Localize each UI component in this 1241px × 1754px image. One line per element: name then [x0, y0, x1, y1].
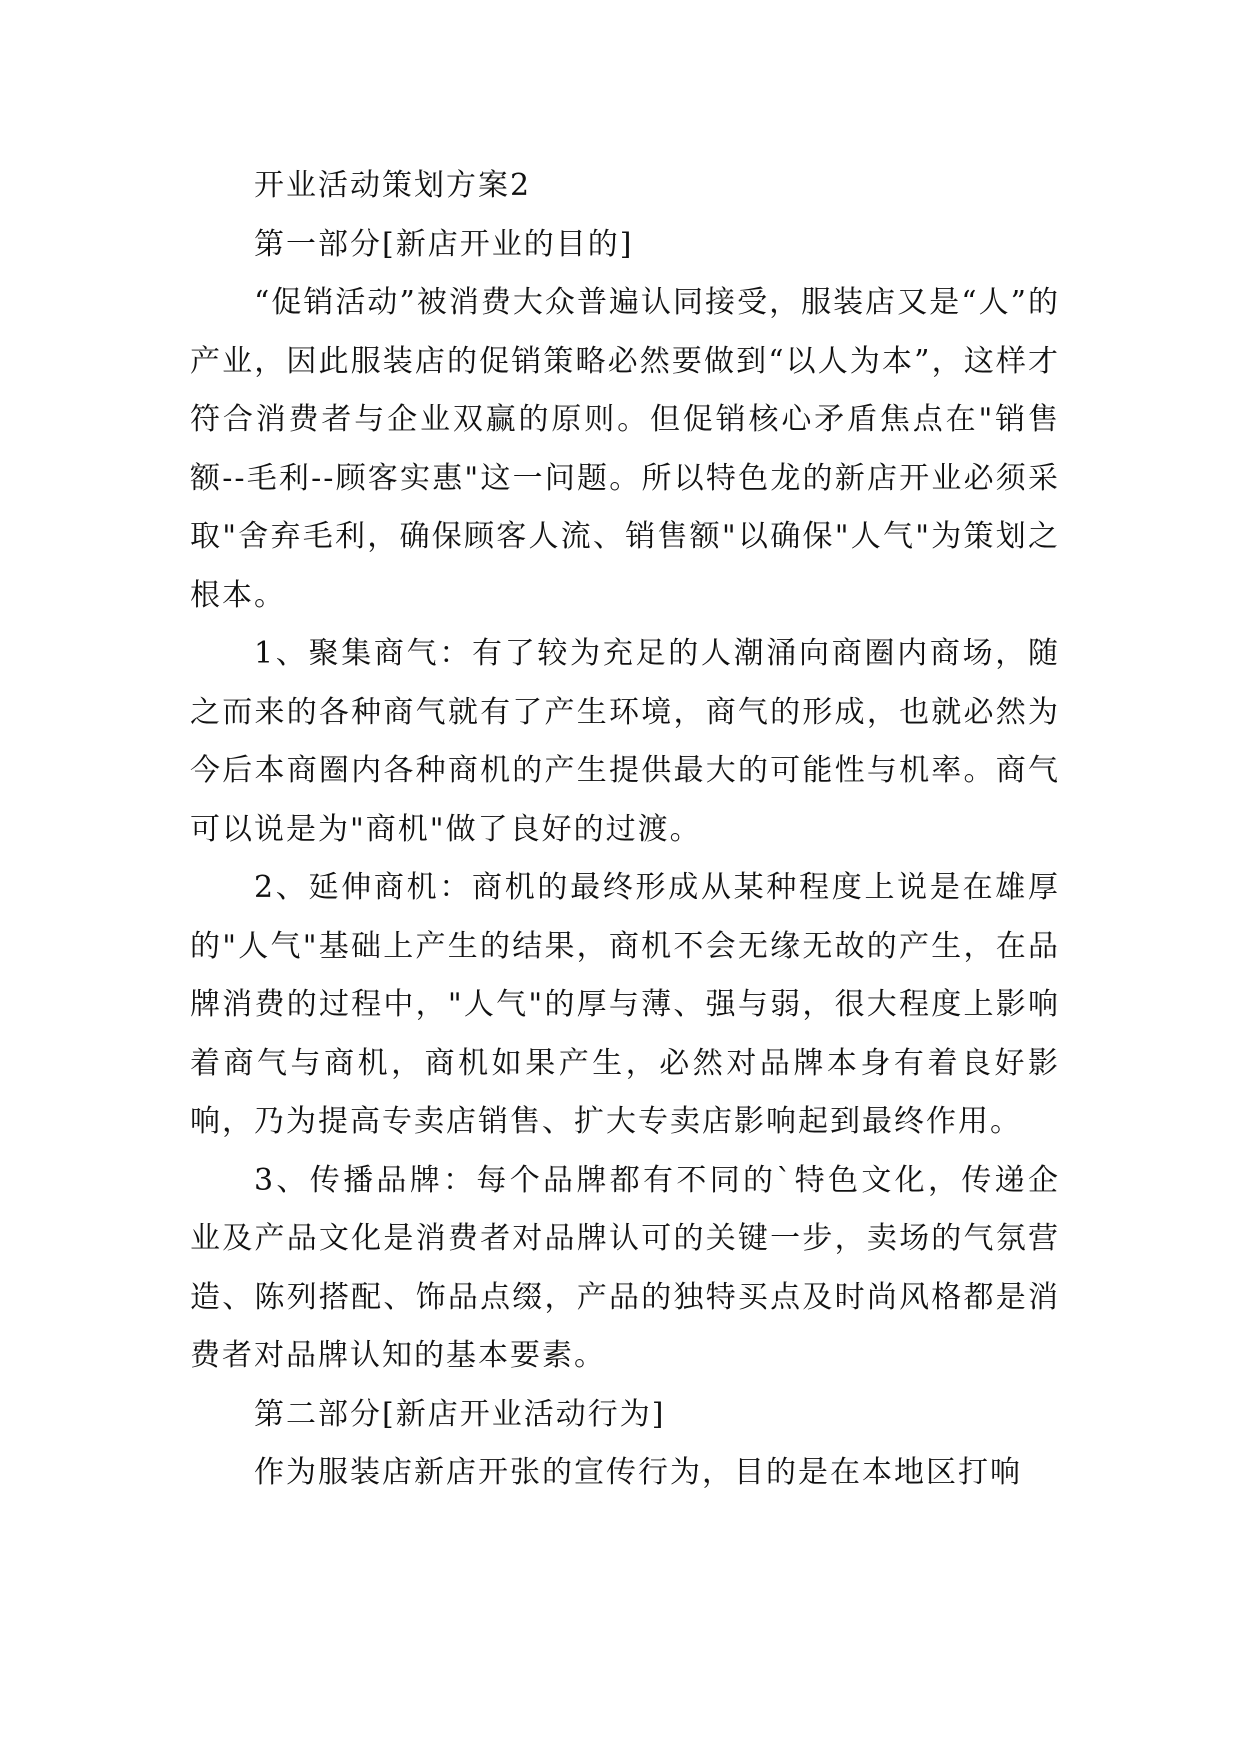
section-heading-part-two: 第二部分[新店开业活动行为] — [254, 1396, 666, 1432]
document-body — [190, 157, 1060, 1503]
paragraph-promotion-intro: “促销活动”被消费大众普遍认同接受，服装店又是“人”的产业，因此服装店的促销策略必然要做到“以人为本”，这样才符合消费者与企业双赢的原则。但促销核心矛盾焦点在"销售额--毛利--顾客实惠"这一问题。所以特色龙的新店开业必须采取"舍弃毛利，确保顾客人流、销售额"以确保"人气"为策划之根本。 — [190, 285, 1060, 613]
paragraph-spread-brand: 3、传播品牌：每个品牌都有不同的`特色文化，传递企业及产品文化是消费者对品牌认可的关键一步，卖场的气氛营造、陈列搭配、饰品点缀，产品的独特买点及时尚风格都是消费者对品牌认知的基本要素。 — [190, 1162, 1060, 1373]
paragraph-gather-business: 1、聚集商气：有了较为充足的人潮涌向商圈内商场，随之而来的各种商气就有了产生环境，商气的形成，也就必然为今后本商圈内各种商机的产生提供最大的可能性与机率。商气可以说是为"商机"做了良好的过渡。 — [190, 636, 1060, 847]
paragraph-opening-publicity: 作为服装店新店开张的宣传行为，目的是在本地区打响 — [254, 1455, 1022, 1490]
paragraph-extend-opportunity: 2、延伸商机：商机的最终形成从某种程度上说是在雄厚的"人气"基础上产生的结果，商机不会无缘无故的产生，在品牌消费的过程中，"人气"的厚与薄、强与弱，很大程度上影响着商气与商机，商机如果产生，必然对品牌本身有着良好影响，乃为提高专卖店销售、扩大专卖店影响起到最终作用。 — [190, 870, 1060, 1139]
document-title: 开业活动策划方案2 — [254, 168, 532, 203]
section-heading-part-one: 第一部分[新店开业的目的] — [254, 226, 634, 262]
